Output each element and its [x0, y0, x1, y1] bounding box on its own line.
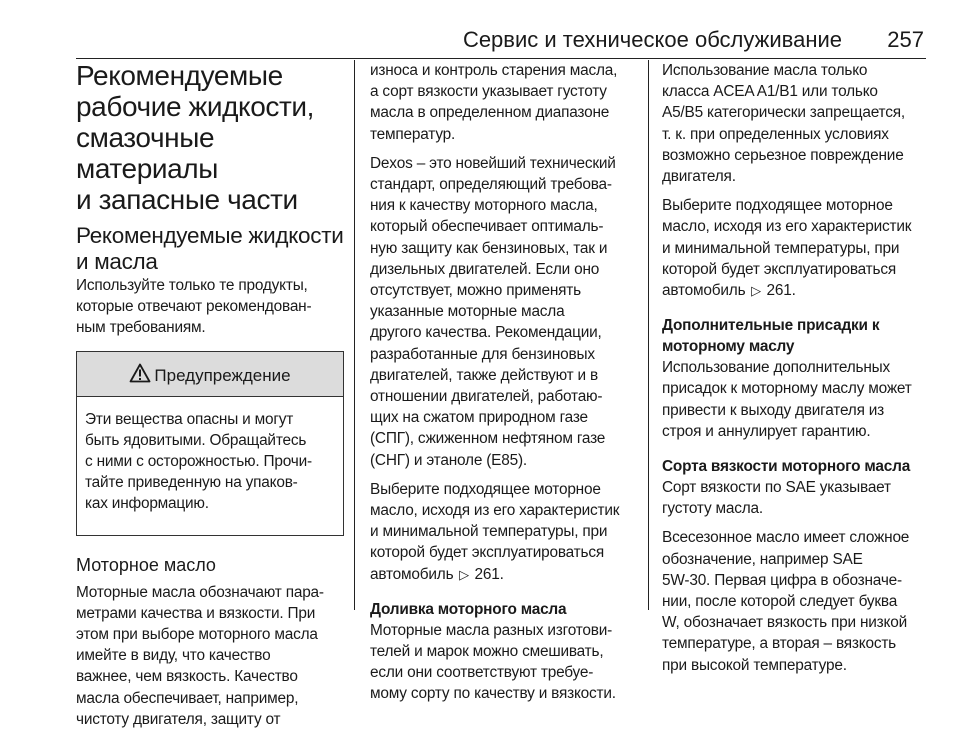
text-line: масло, исходя из его характеристик [370, 502, 620, 520]
text-line: двигателей, также действуют и в [370, 366, 598, 384]
column-1 [76, 60, 344, 738]
page-header [0, 0, 960, 56]
text-line: привести к выходу двигателя из [662, 401, 885, 419]
subsection-title [76, 223, 344, 275]
dexos-paragraph [370, 153, 634, 471]
text-line: ках информацию. [85, 495, 209, 513]
text-line: ную защиту как бензиновых, так и [370, 239, 608, 257]
section-title-line: Рекомендуемые [76, 60, 283, 91]
text-line: указанные моторные масла [370, 303, 565, 321]
page-reference-link[interactable]: 261. [766, 282, 796, 300]
text-line: Dexos – это новейший технический [370, 154, 616, 172]
motor-oil-heading: Моторное масло [76, 554, 216, 575]
text-line: которые отвечают рекомендован- [76, 298, 312, 316]
text-line: температур. [370, 125, 456, 143]
text-line: т. к. при определенных условиях [662, 125, 889, 143]
text-line: отсутствует, можно применять [370, 282, 581, 300]
text-line: и минимальной температуры, при [662, 239, 900, 257]
text-line: а сорт вязкости указывает густоту [370, 83, 607, 101]
acea-paragraph [662, 60, 930, 187]
text-line: которой будет эксплуатироваться [370, 544, 604, 562]
text-line: масла в определенном диапазоне [370, 104, 610, 122]
text-line: с ними с осторожностью. Прочи- [85, 453, 312, 471]
viscosity-heading: Сорта вязкости моторного масла [662, 458, 911, 476]
column-2 [370, 60, 634, 713]
subsection-title-line: и масла [76, 249, 158, 274]
text-line: стандарт, определяющий требова- [370, 176, 612, 194]
text-line: чистоту двигателя, защиту от [76, 710, 281, 728]
text-line: обозначение, например SAE [662, 550, 863, 568]
text-line: ным требованиям. [76, 319, 206, 337]
text-line: телей и марок можно смешивать, [370, 643, 604, 661]
warning-header [77, 352, 343, 397]
oil-continued-paragraph [370, 60, 634, 145]
section-title-line: смазочные материалы [76, 122, 218, 184]
text-line: Использование дополнительных [662, 359, 891, 377]
text-line: присадок к моторному маслу может [662, 380, 912, 398]
text-line: W, обозначает вязкость при низкой [662, 614, 907, 632]
text-line: Сорт вязкости по SAE указывает [662, 479, 891, 497]
text-line: строя и аннулирует гарантию. [662, 422, 871, 440]
text-line: при высокой температуре. [662, 656, 847, 674]
heading-line: Дополнительные присадки к [662, 317, 880, 335]
text-line: нии, после которой следует буква [662, 593, 898, 611]
text-line: Всесезонное масло имеет сложное [662, 529, 910, 547]
text-line: если они соответствуют требуе- [370, 664, 594, 682]
select-oil-paragraph-2 [662, 195, 930, 301]
text-line: дизельных двигателей. Если оно [370, 260, 600, 278]
text-line: которой будет эксплуатироваться [662, 260, 896, 278]
text-line: Используйте только те продукты, [76, 277, 308, 294]
text-line: тайте приведенную на упаков- [85, 474, 298, 492]
text-line: двигателя. [662, 168, 736, 186]
text-line: мому сорту по качеству и вязкости. [370, 685, 616, 703]
text-line: который обеспечивает оптималь- [370, 218, 604, 236]
text-line: (СНГ) и этаноле (E85). [370, 451, 527, 469]
warning-box [76, 351, 344, 536]
viscosity-paragraph-2 [662, 527, 930, 675]
text-line: щих на сжатом природном газе [370, 409, 588, 427]
text-line: Выберите подходящее моторное [370, 480, 601, 498]
warning-text [77, 397, 343, 527]
text-line: масло, исходя из его характеристик [662, 218, 912, 236]
page-number: 257 [887, 27, 924, 52]
page-reference-icon: ▷ [751, 283, 761, 299]
text-line: Выберите подходящее моторное [662, 197, 893, 215]
text-line: метрами качества и вязкости. При [76, 604, 316, 622]
text-line: A5/B5 категорически запрещается, [662, 104, 905, 122]
text-line: отношении двигателей, работаю- [370, 388, 603, 406]
text-line: температуре, а вторая – вязкость [662, 635, 897, 653]
additives-heading [662, 315, 930, 357]
column-divider-1 [354, 60, 355, 610]
section-title-line: и запасные части [76, 184, 298, 215]
text-line: износа и контроль старения масла, [370, 62, 618, 79]
text-line: разработанные для бензиновых [370, 345, 595, 363]
page-reference-link[interactable]: 261. [474, 565, 504, 583]
topup-heading: Доливка моторного масла [370, 600, 567, 618]
header-divider [76, 58, 926, 59]
page-reference-icon: ▷ [459, 566, 469, 582]
text-line: и минимальной температуры, при [370, 523, 608, 541]
intro-paragraph [76, 275, 344, 339]
text-line: Эти вещества опасны и могут [85, 410, 294, 428]
text-line: имейте в виду, что качество [76, 647, 271, 665]
motor-oil-paragraph [76, 582, 344, 730]
text-line: класса ACEA A1/B1 или только [662, 83, 878, 101]
text-line: этом при выборе моторного масла [76, 626, 318, 644]
text-line: важнее, чем вязкость. Качество [76, 668, 298, 686]
text-line: Моторные масла обозначают пара- [76, 583, 324, 601]
warning-triangle-icon [129, 363, 151, 383]
header-title: Сервис и техническое обслуживание [462, 27, 842, 52]
subsection-title-line: Рекомендуемые жидкости [76, 223, 344, 248]
section-title-line: рабочие жидкости, [76, 91, 315, 122]
additives-paragraph [662, 357, 930, 442]
heading-line: моторному маслу [662, 338, 795, 356]
text-line: возможно серьезное повреждение [662, 146, 904, 164]
text-line: другого качества. Рекомендации, [370, 324, 602, 342]
topup-paragraph [370, 620, 634, 705]
section-title [76, 60, 344, 215]
warning-title: Предупреждение [154, 365, 291, 385]
viscosity-paragraph-1 [662, 477, 930, 519]
text-line: (СПГ), сжиженном нефтяном газе [370, 430, 606, 448]
text-line: масла обеспечивает, например, [76, 689, 299, 707]
text-line: Моторные масла разных изготови- [370, 621, 613, 639]
text-line: ния к качеству моторного масла, [370, 197, 598, 215]
column-divider-2 [648, 60, 649, 610]
text-line: быть ядовитыми. Обращайтесь [85, 431, 307, 449]
text-line: Использование масла только [662, 62, 868, 79]
select-oil-paragraph [370, 479, 634, 585]
text-line: автомобиль [662, 282, 746, 300]
text-line: 5W-30. Первая цифра в обозначе- [662, 571, 902, 589]
text-line: автомобиль [370, 565, 454, 583]
text-line: густоту масла. [662, 500, 763, 518]
column-3 [662, 60, 930, 684]
